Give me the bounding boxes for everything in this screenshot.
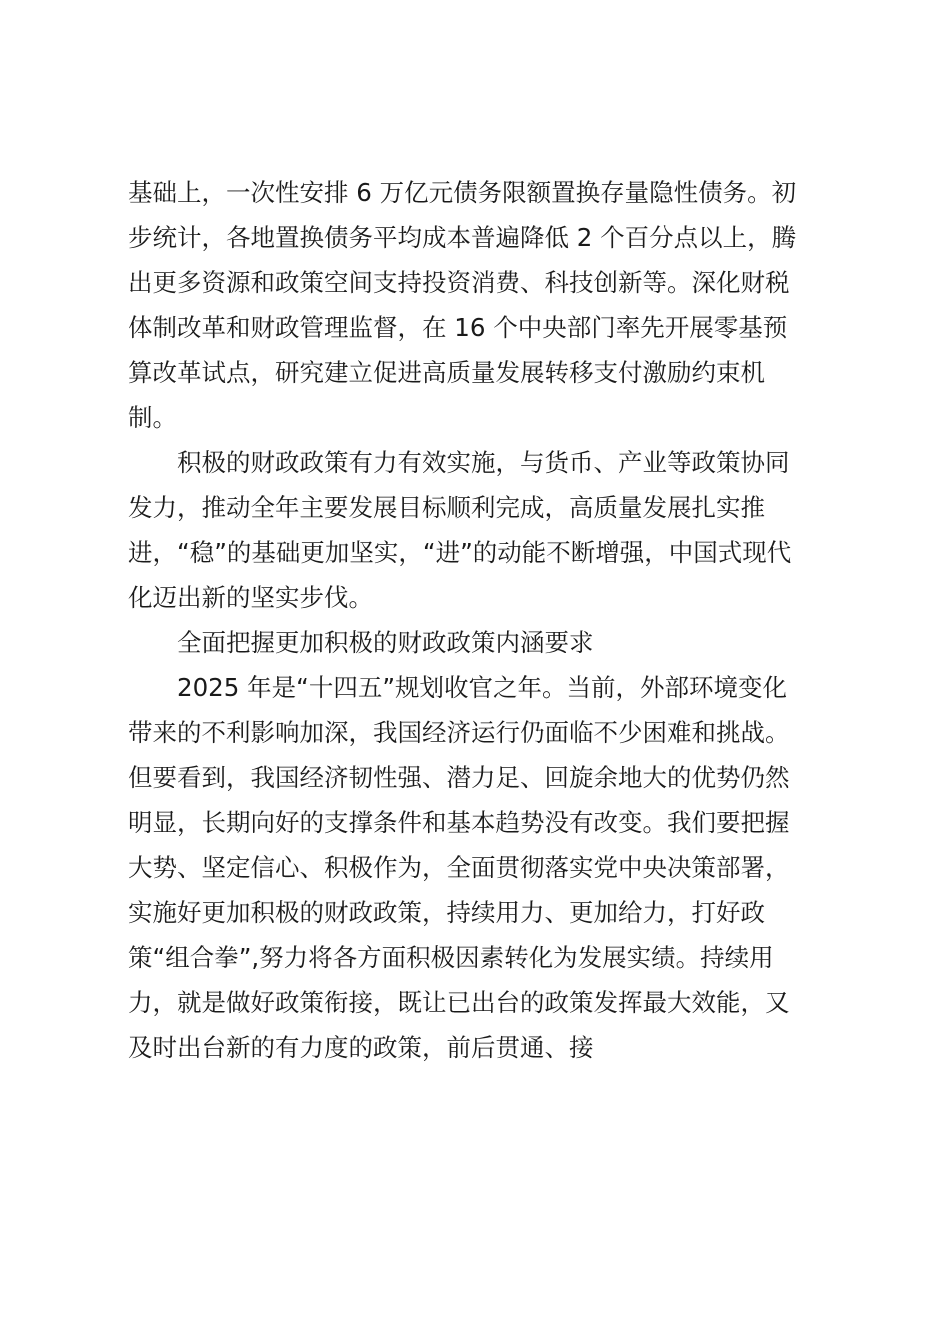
text-line: 策“组合拳”,努力将各方面积极因素转化为发展实绩。持续用 [128,943,774,972]
text-line: 大势、坚定信心、积极作为，全面贯彻落实党中央决策部署， [128,853,790,882]
text-line: 及时出台新的有力度的政策，前后贯通、接 [128,1033,594,1062]
text-line: 进，“稳”的基础更加坚实，“进”的动能不断增强，中国式现代 [128,538,792,567]
text-line: 发力，推动全年主要发展目标顺利完成，高质量发展扎实推 [128,493,765,522]
text-line: 算改革试点，研究建立促进高质量发展转移支付激励约束机 [128,358,765,387]
body-text [128,170,828,1070]
text-line: 体制改革和财政管理监督，在 16 个中央部门率先开展零基预 [128,313,788,342]
text-line: 制。 [128,403,177,432]
text-line: 带来的不利影响加深，我国经济运行仍面临不少困难和挑战。 [128,718,790,747]
text-line: 基础上，一次性安排 6 万亿元债务限额置换存量隐性债务。初 [128,178,797,207]
text-line: 化迈出新的坚实步伐。 [128,583,373,612]
text-line: 积极的财政政策有力有效实施，与货币、产业等政策协同 [177,448,790,477]
text-line: 出更多资源和政策空间支持投资消费、科技创新等。深化财税 [128,268,790,297]
text-line: 步统计，各地置换债务平均成本普遍降低 2 个百分点以上，腾 [128,223,797,252]
text-line: 但要看到，我国经济韧性强、潜力足、回旋余地大的优势仍然 [128,763,790,792]
section-heading: 全面把握更加积极的财政政策内涵要求 [177,628,594,657]
text-line: 2025 年是“十四五”规划收官之年。当前，外部环境变化 [177,673,788,702]
text-line: 明显，长期向好的支撑条件和基本趋势没有改变。我们要把握 [128,808,790,837]
text-line: 力，就是做好政策衔接，既让已出台的政策发挥最大效能，又 [128,988,790,1017]
text-line: 实施好更加积极的财政政策，持续用力、更加给力，打好政 [128,898,765,927]
